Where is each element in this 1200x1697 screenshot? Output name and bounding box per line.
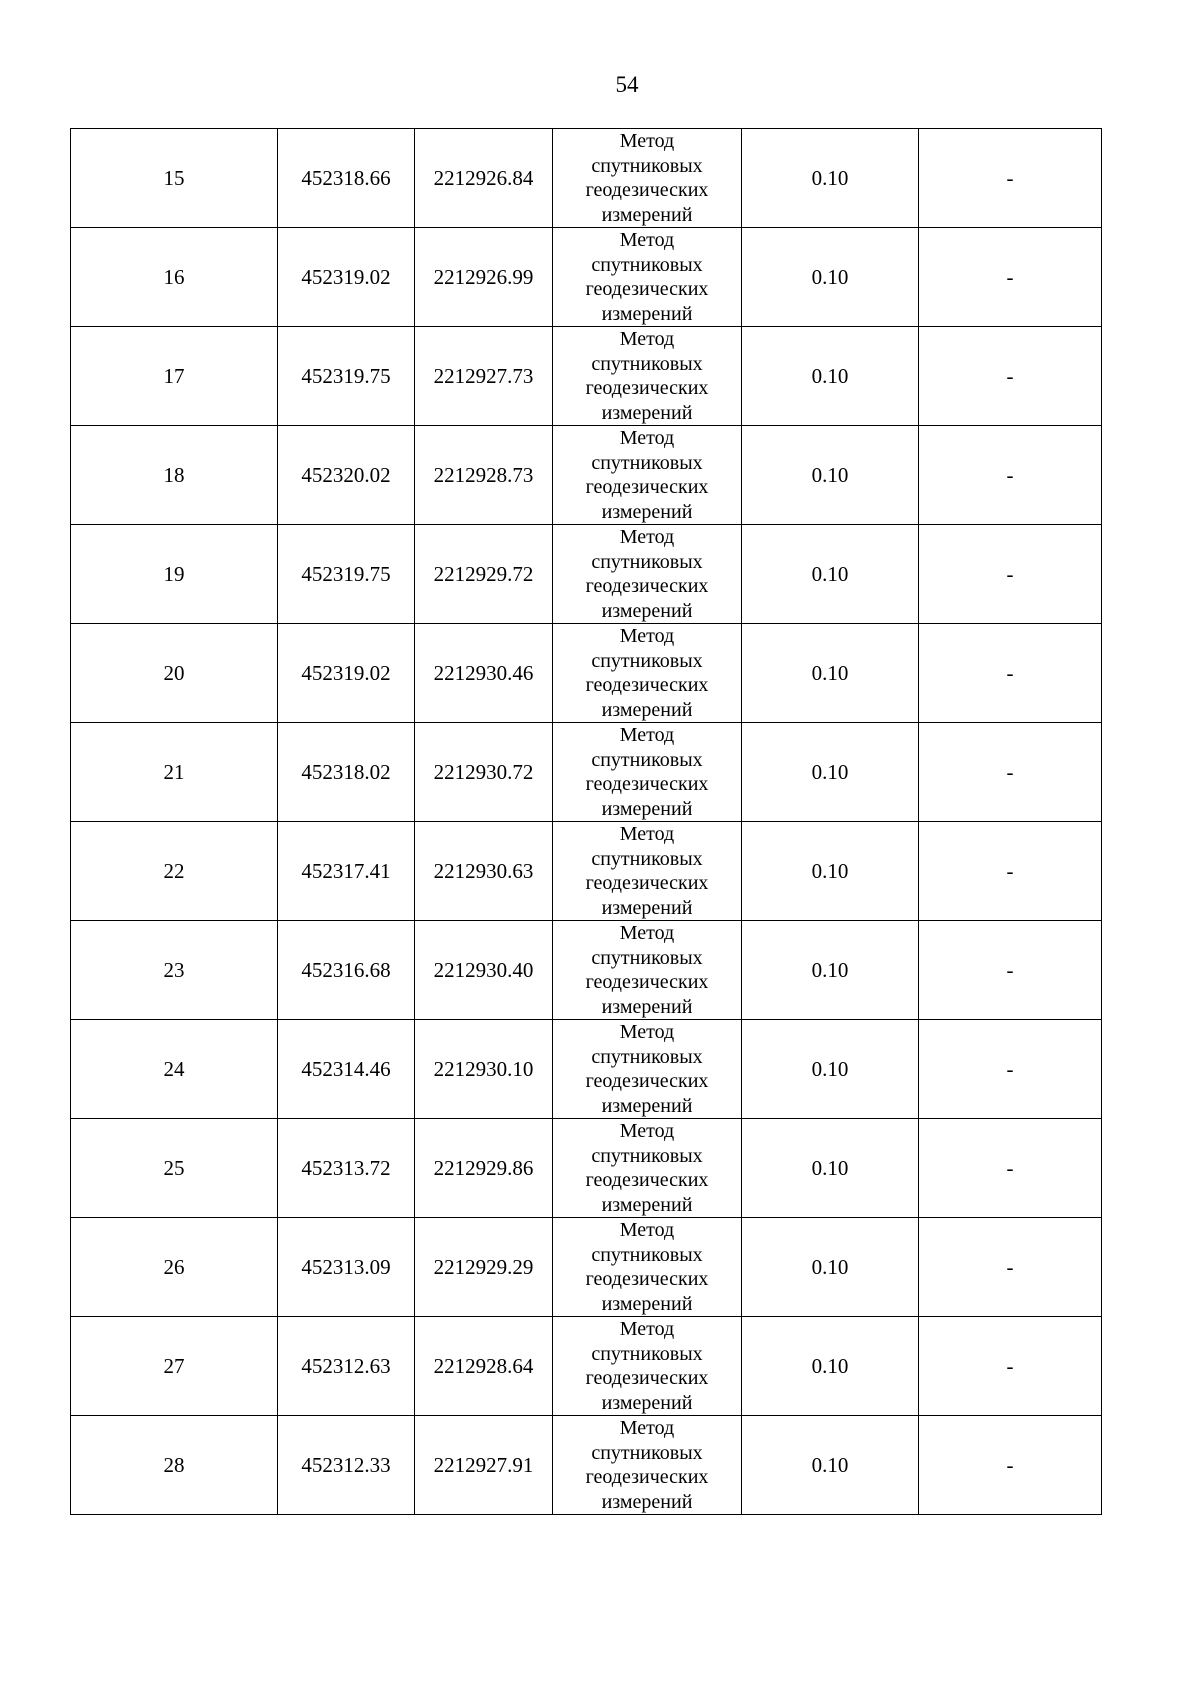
method-cell: Метод спутниковых геодезических измерений — [553, 129, 742, 228]
accuracy-cell: 0.10 — [742, 228, 919, 327]
accuracy-cell: 0.10 — [742, 1218, 919, 1317]
method-cell: Метод спутниковых геодезических измерений — [553, 327, 742, 426]
accuracy-cell: 0.10 — [742, 624, 919, 723]
table-row — [71, 822, 1102, 921]
y-coordinate-cell: 2212930.46 — [415, 624, 553, 723]
point-number-cell: 27 — [71, 1317, 278, 1416]
table-row — [71, 129, 1102, 228]
table-row — [71, 921, 1102, 1020]
y-coordinate-cell: 2212927.91 — [415, 1416, 553, 1515]
note-cell: - — [919, 624, 1102, 723]
coordinates-table-body — [71, 129, 1102, 1515]
x-coordinate-cell: 452313.09 — [278, 1218, 415, 1317]
accuracy-cell: 0.10 — [742, 1020, 919, 1119]
y-coordinate-cell: 2212930.40 — [415, 921, 553, 1020]
accuracy-cell: 0.10 — [742, 723, 919, 822]
y-coordinate-cell: 2212928.64 — [415, 1317, 553, 1416]
note-cell: - — [919, 228, 1102, 327]
method-cell: Метод спутниковых геодезических измерений — [553, 525, 742, 624]
note-cell: - — [919, 1317, 1102, 1416]
note-cell: - — [919, 822, 1102, 921]
table-row — [71, 723, 1102, 822]
note-cell: - — [919, 525, 1102, 624]
y-coordinate-cell: 2212930.72 — [415, 723, 553, 822]
method-cell: Метод спутниковых геодезических измерений — [553, 228, 742, 327]
note-cell: - — [919, 1119, 1102, 1218]
method-cell: Метод спутниковых геодезических измерений — [553, 1119, 742, 1218]
x-coordinate-cell: 452319.02 — [278, 624, 415, 723]
accuracy-cell: 0.10 — [742, 921, 919, 1020]
x-coordinate-cell: 452319.02 — [278, 228, 415, 327]
accuracy-cell: 0.10 — [742, 1317, 919, 1416]
y-coordinate-cell: 2212927.73 — [415, 327, 553, 426]
accuracy-cell: 0.10 — [742, 1416, 919, 1515]
note-cell: - — [919, 129, 1102, 228]
point-number-cell: 20 — [71, 624, 278, 723]
table-row — [71, 1218, 1102, 1317]
point-number-cell: 24 — [71, 1020, 278, 1119]
method-cell: Метод спутниковых геодезических измерений — [553, 921, 742, 1020]
method-cell: Метод спутниковых геодезических измерений — [553, 624, 742, 723]
point-number-cell: 15 — [71, 129, 278, 228]
point-number-cell: 17 — [71, 327, 278, 426]
y-coordinate-cell: 2212926.99 — [415, 228, 553, 327]
x-coordinate-cell: 452314.46 — [278, 1020, 415, 1119]
x-coordinate-cell: 452318.66 — [278, 129, 415, 228]
x-coordinate-cell: 452312.33 — [278, 1416, 415, 1515]
accuracy-cell: 0.10 — [742, 1119, 919, 1218]
method-cell: Метод спутниковых геодезических измерений — [553, 1020, 742, 1119]
note-cell: - — [919, 1416, 1102, 1515]
point-number-cell: 25 — [71, 1119, 278, 1218]
x-coordinate-cell: 452318.02 — [278, 723, 415, 822]
note-cell: - — [919, 921, 1102, 1020]
coordinates-table — [70, 128, 1102, 1515]
accuracy-cell: 0.10 — [742, 129, 919, 228]
accuracy-cell: 0.10 — [742, 426, 919, 525]
x-coordinate-cell: 452317.41 — [278, 822, 415, 921]
note-cell: - — [919, 1020, 1102, 1119]
note-cell: - — [919, 327, 1102, 426]
x-coordinate-cell: 452312.63 — [278, 1317, 415, 1416]
point-number-cell: 26 — [71, 1218, 278, 1317]
y-coordinate-cell: 2212928.73 — [415, 426, 553, 525]
method-cell: Метод спутниковых геодезических измерений — [553, 1218, 742, 1317]
table-row — [71, 525, 1102, 624]
method-cell: Метод спутниковых геодезических измерений — [553, 822, 742, 921]
point-number-cell: 19 — [71, 525, 278, 624]
point-number-cell: 23 — [71, 921, 278, 1020]
y-coordinate-cell: 2212930.10 — [415, 1020, 553, 1119]
point-number-cell: 28 — [71, 1416, 278, 1515]
method-cell: Метод спутниковых геодезических измерений — [553, 1317, 742, 1416]
table-row — [71, 1317, 1102, 1416]
point-number-cell: 18 — [71, 426, 278, 525]
x-coordinate-cell: 452316.68 — [278, 921, 415, 1020]
accuracy-cell: 0.10 — [742, 525, 919, 624]
x-coordinate-cell: 452320.02 — [278, 426, 415, 525]
note-cell: - — [919, 1218, 1102, 1317]
table-row — [71, 426, 1102, 525]
page-number: 54 — [615, 72, 639, 97]
accuracy-cell: 0.10 — [742, 327, 919, 426]
method-cell: Метод спутниковых геодезических измерений — [553, 1416, 742, 1515]
table-row — [71, 327, 1102, 426]
y-coordinate-cell: 2212929.86 — [415, 1119, 553, 1218]
table-row — [71, 1119, 1102, 1218]
note-cell: - — [919, 723, 1102, 822]
method-cell: Метод спутниковых геодезических измерений — [553, 723, 742, 822]
y-coordinate-cell: 2212929.29 — [415, 1218, 553, 1317]
point-number-cell: 16 — [71, 228, 278, 327]
y-coordinate-cell: 2212930.63 — [415, 822, 553, 921]
x-coordinate-cell: 452313.72 — [278, 1119, 415, 1218]
y-coordinate-cell: 2212929.72 — [415, 525, 553, 624]
table-row — [71, 1416, 1102, 1515]
accuracy-cell: 0.10 — [742, 822, 919, 921]
x-coordinate-cell: 452319.75 — [278, 327, 415, 426]
table-row — [71, 228, 1102, 327]
table-row — [71, 624, 1102, 723]
table-row — [71, 1020, 1102, 1119]
point-number-cell: 21 — [71, 723, 278, 822]
y-coordinate-cell: 2212926.84 — [415, 129, 553, 228]
point-number-cell: 22 — [71, 822, 278, 921]
x-coordinate-cell: 452319.75 — [278, 525, 415, 624]
note-cell: - — [919, 426, 1102, 525]
method-cell: Метод спутниковых геодезических измерений — [553, 426, 742, 525]
